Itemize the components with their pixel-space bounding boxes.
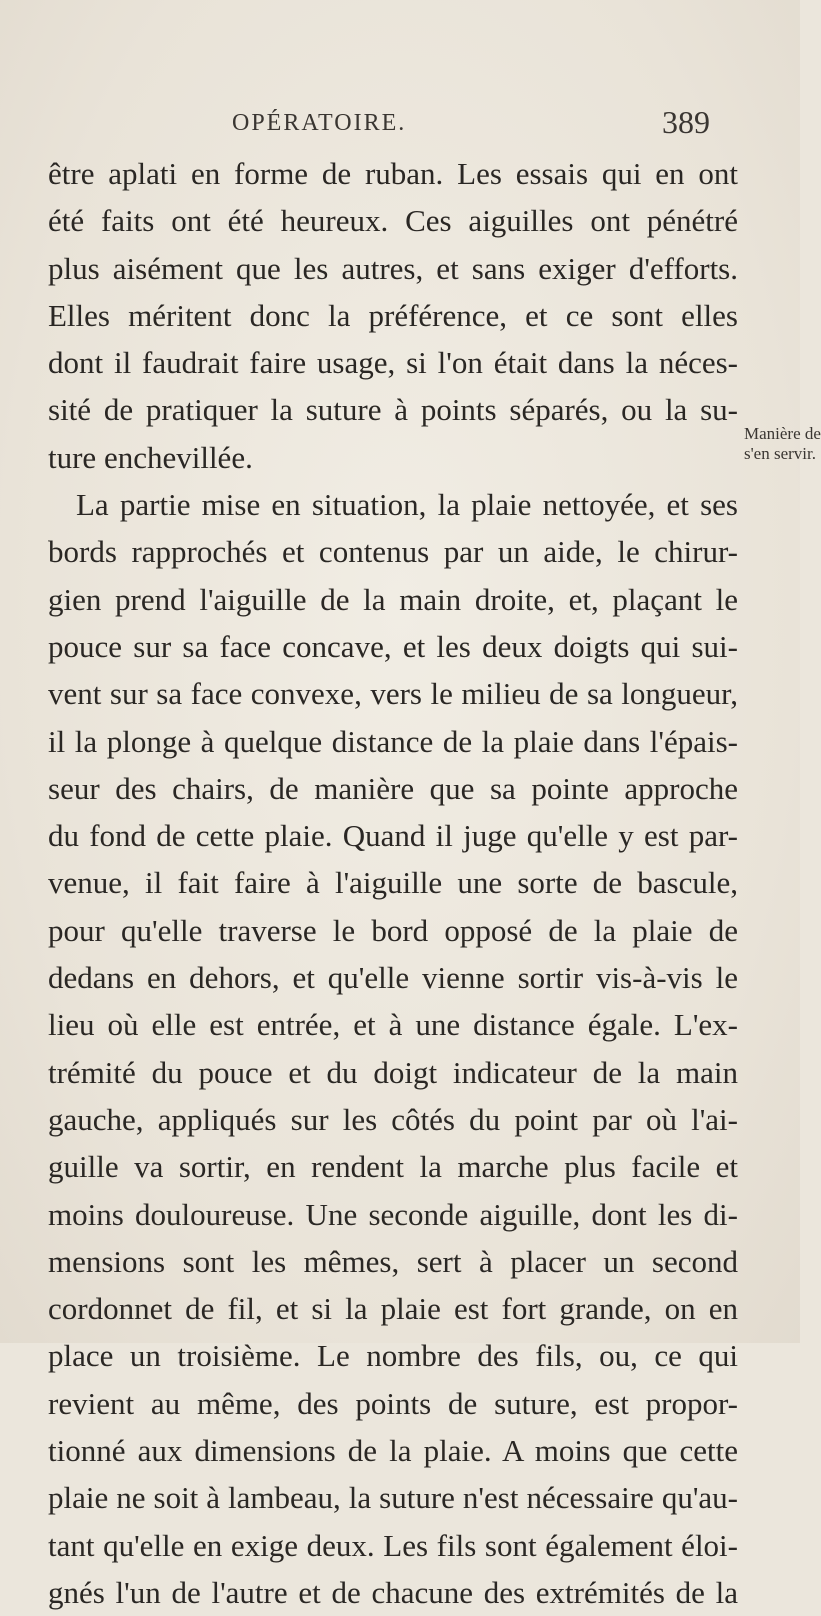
paragraph-end-line: ture enchevillée. [48, 439, 253, 475]
text-line: il la plonge à quelque distance de la plaie dans l'épais- [48, 723, 738, 759]
text-line: revient au même, des points de suture, est propor- [48, 1385, 738, 1421]
text-line: été faits ont été heureux. Ces aiguilles ont pénétré [48, 203, 738, 239]
text-line: du fond de cette plaie. Quand il juge qu'elle y est par- [48, 818, 738, 854]
text-line: seur des chairs, de manière que sa pointe approche [48, 770, 738, 806]
marginal-note [744, 424, 821, 464]
text-line: cordonnet de fil, et si la plaie est fort grande, on en [48, 1291, 738, 1327]
text-line: tionné aux dimensions de la plaie. A moins que cette [48, 1433, 738, 1469]
text-line: tant qu'elle en exige deux. Les fils sont également éloi- [48, 1527, 738, 1563]
text-line: place un troisième. Le nombre des fils, ou, ce qui [48, 1338, 738, 1374]
text-line: sité de pratiquer la suture à points séparés, ou la su- [48, 392, 738, 428]
text-line: bords rapprochés et contenus par un aide, le chirur- [48, 534, 738, 570]
text-line: Elles méritent donc la préférence, et ce sont elles [48, 297, 738, 333]
text-line: plaie ne soit à lambeau, la suture n'est nécessaire qu'au- [48, 1480, 738, 1516]
text-line: dedans en dehors, et qu'elle vienne sortir vis-à-vis le [48, 960, 738, 996]
text-line: vent sur sa face convexe, vers le milieu de sa longueur, [48, 676, 738, 712]
text-line: être aplati en forme de ruban. Les essais qui en ont [48, 156, 738, 191]
text-line: trémité du pouce et du doigt indicateur de la main [48, 1054, 738, 1090]
paragraph-start-line: La partie mise en situation, la plaie nettoyée, et ses [76, 487, 738, 523]
page-number: 389 [662, 104, 710, 140]
text-line: dont il faudrait faire usage, si l'on était dans la néces- [48, 345, 738, 381]
text-line: mensions sont les mêmes, sert à placer un second [48, 1243, 738, 1279]
text-line: gauche, appliqués sur les côtés du point par où l'ai- [48, 1101, 738, 1137]
text-line: pour qu'elle traverse le bord opposé de la plaie de [48, 912, 738, 948]
page-header [0, 104, 800, 144]
text-line: pouce sur sa face concave, et les deux doigts qui sui- [48, 628, 738, 664]
text-line: gien prend l'aiguille de la main droite, et, plaçant le [48, 581, 738, 617]
text-line: guille va sortir, en rendent la marche plus facile et [48, 1149, 738, 1185]
text-line: plus aisément que les autres, et sans exiger d'efforts. [48, 250, 738, 286]
marginal-note-line: Manière de [744, 424, 821, 443]
text-line: lieu où elle est entrée, et à une distance égale. L'ex- [48, 1007, 738, 1043]
running-title: OPÉRATOIRE. [232, 110, 407, 136]
text-line: moins douloureuse. Une seconde aiguille, dont les di- [48, 1196, 738, 1232]
marginal-note-line: s'en servir. [744, 444, 816, 463]
body-text [48, 150, 738, 1616]
text-line: venue, il fait faire à l'aiguille une sorte de bascule, [48, 865, 738, 901]
text-line: gnés l'un de l'autre et de chacune des extrémités de la [48, 1574, 738, 1610]
